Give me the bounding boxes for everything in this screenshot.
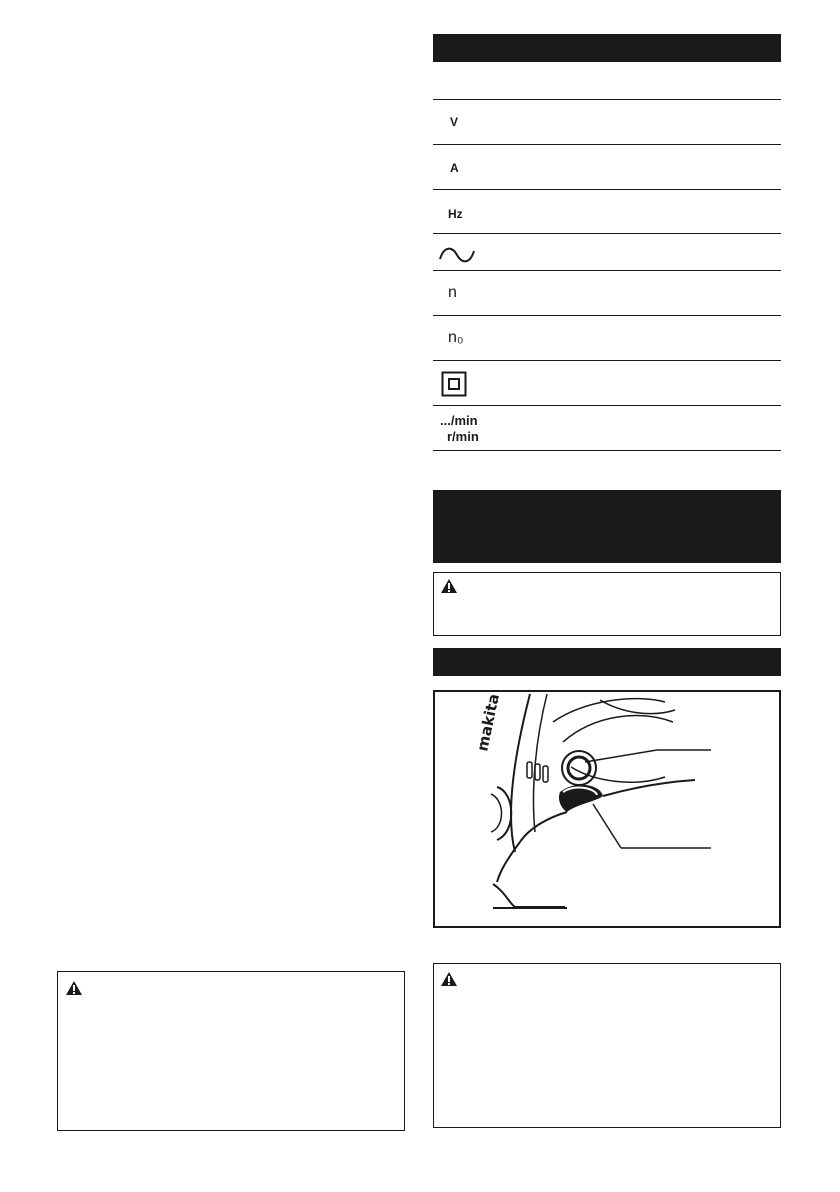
table-divider <box>433 233 781 234</box>
brand-mark: makita <box>473 692 504 753</box>
alternating-current-icon <box>438 244 476 266</box>
symbol-per-minute: .../min <box>440 413 478 428</box>
symbol-ampere: A <box>450 161 459 175</box>
symbols-table-header-bar <box>433 34 781 62</box>
symbol-no-load-speed: n₀ <box>448 329 464 346</box>
table-divider <box>433 144 781 145</box>
symbol-volt: V <box>450 115 459 129</box>
warning-box <box>57 971 405 1131</box>
table-divider <box>433 450 781 451</box>
symbol-rated-speed: n <box>448 284 457 301</box>
table-divider <box>433 99 781 100</box>
warning-box <box>433 572 781 636</box>
warning-triangle-icon <box>65 980 83 996</box>
subsection-heading-bar <box>433 648 781 676</box>
tool-illustration <box>435 692 779 926</box>
warning-triangle-icon <box>440 578 458 594</box>
page-footer-strip <box>0 1186 840 1192</box>
section-heading-bar <box>433 490 781 563</box>
table-divider <box>433 270 781 271</box>
table-divider <box>433 360 781 361</box>
tool-figure <box>433 690 781 928</box>
warning-triangle-icon <box>440 971 458 987</box>
symbol-hertz: Hz <box>448 207 463 221</box>
class-ii-double-insulation-icon <box>441 371 467 397</box>
warning-box <box>433 963 781 1128</box>
symbol-revolutions-per-minute: r/min <box>447 429 479 444</box>
table-divider <box>433 405 781 406</box>
table-divider <box>433 315 781 316</box>
table-divider <box>433 189 781 190</box>
